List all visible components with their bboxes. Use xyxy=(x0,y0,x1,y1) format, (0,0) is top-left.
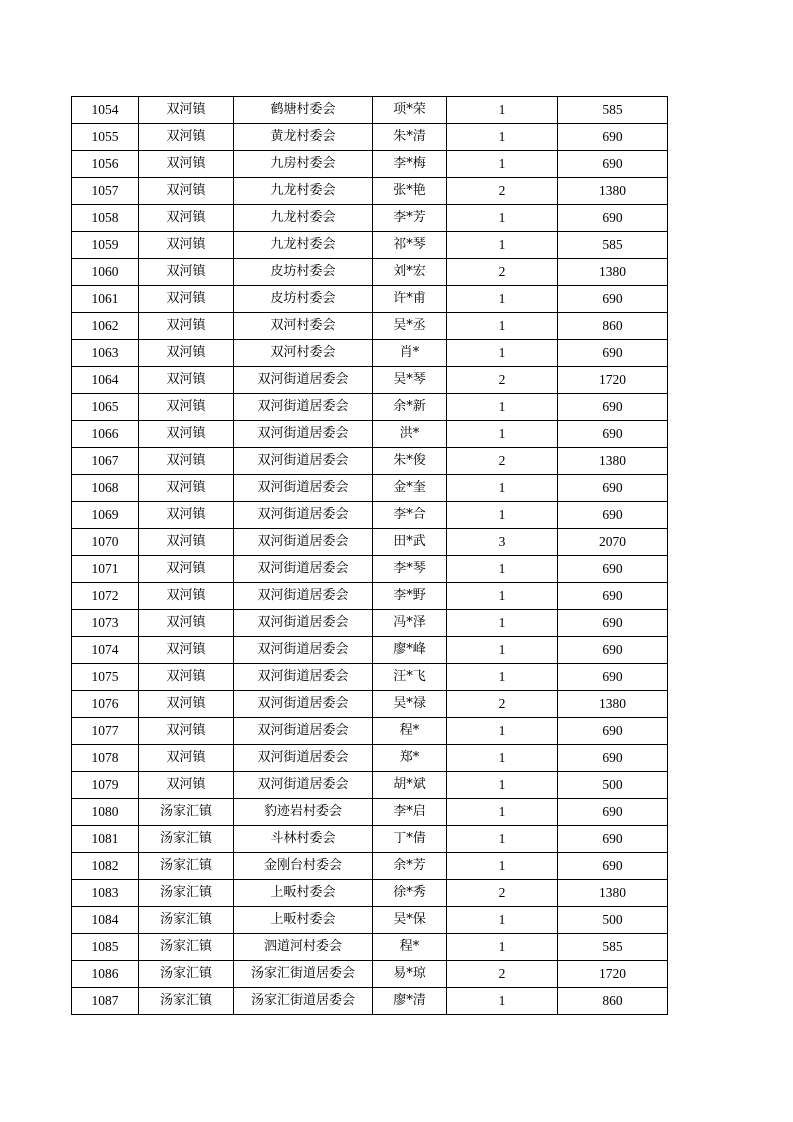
town-cell: 双河镇 xyxy=(139,313,234,340)
row-number-cell: 1062 xyxy=(72,313,139,340)
row-number-cell: 1072 xyxy=(72,583,139,610)
committee-cell: 豹迹岩村委会 xyxy=(234,799,373,826)
amount-cell: 690 xyxy=(558,205,668,232)
row-number-cell: 1074 xyxy=(72,637,139,664)
row-number-cell: 1060 xyxy=(72,259,139,286)
amount-cell: 500 xyxy=(558,772,668,799)
table-row xyxy=(72,178,668,205)
amount-cell: 860 xyxy=(558,313,668,340)
household-count-cell: 2 xyxy=(447,961,558,988)
amount-cell: 1720 xyxy=(558,367,668,394)
amount-cell: 690 xyxy=(558,583,668,610)
committee-cell: 双河街道居委会 xyxy=(234,367,373,394)
person-name-cell: 李*野 xyxy=(373,583,447,610)
row-number-cell: 1070 xyxy=(72,529,139,556)
table-row xyxy=(72,907,668,934)
amount-cell: 690 xyxy=(558,718,668,745)
committee-cell: 双河村委会 xyxy=(234,313,373,340)
row-number-cell: 1065 xyxy=(72,394,139,421)
household-count-cell: 1 xyxy=(447,583,558,610)
table-row xyxy=(72,205,668,232)
amount-cell: 690 xyxy=(558,124,668,151)
person-name-cell: 朱*俊 xyxy=(373,448,447,475)
row-number-cell: 1063 xyxy=(72,340,139,367)
person-name-cell: 洪* xyxy=(373,421,447,448)
household-count-cell: 1 xyxy=(447,799,558,826)
person-name-cell: 李*梅 xyxy=(373,151,447,178)
household-count-cell: 1 xyxy=(447,502,558,529)
table-row xyxy=(72,340,668,367)
person-name-cell: 冯*泽 xyxy=(373,610,447,637)
town-cell: 双河镇 xyxy=(139,610,234,637)
town-cell: 双河镇 xyxy=(139,718,234,745)
household-count-cell: 1 xyxy=(447,421,558,448)
household-count-cell: 3 xyxy=(447,529,558,556)
amount-cell: 585 xyxy=(558,934,668,961)
person-name-cell: 李*琴 xyxy=(373,556,447,583)
row-number-cell: 1059 xyxy=(72,232,139,259)
committee-cell: 汤家汇街道居委会 xyxy=(234,988,373,1015)
town-cell: 汤家汇镇 xyxy=(139,853,234,880)
town-cell: 汤家汇镇 xyxy=(139,799,234,826)
household-count-cell: 1 xyxy=(447,934,558,961)
household-count-cell: 1 xyxy=(447,718,558,745)
amount-cell: 2070 xyxy=(558,529,668,556)
row-number-cell: 1084 xyxy=(72,907,139,934)
committee-cell: 九龙村委会 xyxy=(234,205,373,232)
person-name-cell: 廖*清 xyxy=(373,988,447,1015)
table-row xyxy=(72,853,668,880)
row-number-cell: 1086 xyxy=(72,961,139,988)
town-cell: 双河镇 xyxy=(139,394,234,421)
amount-cell: 690 xyxy=(558,151,668,178)
household-count-cell: 1 xyxy=(447,610,558,637)
table-row xyxy=(72,934,668,961)
person-name-cell: 徐*秀 xyxy=(373,880,447,907)
household-count-cell: 2 xyxy=(447,367,558,394)
table-row xyxy=(72,502,668,529)
household-count-cell: 1 xyxy=(447,772,558,799)
row-number-cell: 1078 xyxy=(72,745,139,772)
household-count-cell: 2 xyxy=(447,448,558,475)
town-cell: 双河镇 xyxy=(139,286,234,313)
committee-cell: 双河街道居委会 xyxy=(234,556,373,583)
table-row xyxy=(72,286,668,313)
household-count-cell: 1 xyxy=(447,340,558,367)
amount-cell: 1380 xyxy=(558,259,668,286)
person-name-cell: 余*新 xyxy=(373,394,447,421)
person-name-cell: 张*艳 xyxy=(373,178,447,205)
committee-cell: 双河街道居委会 xyxy=(234,583,373,610)
committee-cell: 双河街道居委会 xyxy=(234,637,373,664)
household-count-cell: 1 xyxy=(447,313,558,340)
household-count-cell: 1 xyxy=(447,475,558,502)
table-row xyxy=(72,124,668,151)
amount-cell: 690 xyxy=(558,394,668,421)
committee-cell: 九龙村委会 xyxy=(234,232,373,259)
table-row xyxy=(72,583,668,610)
committee-cell: 上畈村委会 xyxy=(234,907,373,934)
household-count-cell: 1 xyxy=(447,556,558,583)
amount-cell: 690 xyxy=(558,502,668,529)
person-name-cell: 许*甫 xyxy=(373,286,447,313)
person-name-cell: 郑* xyxy=(373,745,447,772)
household-count-cell: 2 xyxy=(447,691,558,718)
table-row xyxy=(72,421,668,448)
table-row xyxy=(72,880,668,907)
table-row xyxy=(72,556,668,583)
household-count-cell: 1 xyxy=(447,664,558,691)
committee-cell: 双河街道居委会 xyxy=(234,448,373,475)
household-count-cell: 1 xyxy=(447,988,558,1015)
household-count-cell: 1 xyxy=(447,907,558,934)
household-count-cell: 1 xyxy=(447,853,558,880)
table-row xyxy=(72,313,668,340)
household-count-cell: 1 xyxy=(447,151,558,178)
table-row xyxy=(72,745,668,772)
person-name-cell: 李*启 xyxy=(373,799,447,826)
table-row xyxy=(72,961,668,988)
table-row xyxy=(72,448,668,475)
person-name-cell: 吴*禄 xyxy=(373,691,447,718)
row-number-cell: 1068 xyxy=(72,475,139,502)
amount-cell: 690 xyxy=(558,799,668,826)
person-name-cell: 朱*清 xyxy=(373,124,447,151)
town-cell: 双河镇 xyxy=(139,259,234,286)
amount-cell: 690 xyxy=(558,664,668,691)
person-name-cell: 程* xyxy=(373,934,447,961)
table-row xyxy=(72,988,668,1015)
town-cell: 双河镇 xyxy=(139,421,234,448)
table-row xyxy=(72,367,668,394)
committee-cell: 汤家汇街道居委会 xyxy=(234,961,373,988)
table-row xyxy=(72,394,668,421)
committee-cell: 双河街道居委会 xyxy=(234,421,373,448)
row-number-cell: 1067 xyxy=(72,448,139,475)
amount-cell: 1380 xyxy=(558,691,668,718)
amount-cell: 1380 xyxy=(558,178,668,205)
person-name-cell: 汪*飞 xyxy=(373,664,447,691)
committee-cell: 双河村委会 xyxy=(234,340,373,367)
town-cell: 双河镇 xyxy=(139,583,234,610)
person-name-cell: 胡*斌 xyxy=(373,772,447,799)
town-cell: 双河镇 xyxy=(139,664,234,691)
row-number-cell: 1080 xyxy=(72,799,139,826)
table-row xyxy=(72,259,668,286)
town-cell: 双河镇 xyxy=(139,637,234,664)
town-cell: 双河镇 xyxy=(139,502,234,529)
table-row xyxy=(72,637,668,664)
town-cell: 双河镇 xyxy=(139,556,234,583)
row-number-cell: 1057 xyxy=(72,178,139,205)
person-name-cell: 肖* xyxy=(373,340,447,367)
town-cell: 汤家汇镇 xyxy=(139,934,234,961)
town-cell: 汤家汇镇 xyxy=(139,961,234,988)
committee-cell: 黄龙村委会 xyxy=(234,124,373,151)
town-cell: 双河镇 xyxy=(139,97,234,124)
town-cell: 汤家汇镇 xyxy=(139,826,234,853)
household-count-cell: 1 xyxy=(447,826,558,853)
row-number-cell: 1058 xyxy=(72,205,139,232)
town-cell: 双河镇 xyxy=(139,178,234,205)
committee-cell: 双河街道居委会 xyxy=(234,529,373,556)
table-row xyxy=(72,691,668,718)
person-name-cell: 吴*丞 xyxy=(373,313,447,340)
amount-cell: 1720 xyxy=(558,961,668,988)
town-cell: 双河镇 xyxy=(139,340,234,367)
row-number-cell: 1085 xyxy=(72,934,139,961)
committee-cell: 双河街道居委会 xyxy=(234,772,373,799)
amount-cell: 585 xyxy=(558,232,668,259)
table-row xyxy=(72,475,668,502)
row-number-cell: 1083 xyxy=(72,880,139,907)
committee-cell: 鹤塘村委会 xyxy=(234,97,373,124)
person-name-cell: 程* xyxy=(373,718,447,745)
row-number-cell: 1079 xyxy=(72,772,139,799)
town-cell: 双河镇 xyxy=(139,151,234,178)
row-number-cell: 1066 xyxy=(72,421,139,448)
household-count-cell: 1 xyxy=(447,394,558,421)
town-cell: 双河镇 xyxy=(139,772,234,799)
person-name-cell: 刘*宏 xyxy=(373,259,447,286)
amount-cell: 690 xyxy=(558,826,668,853)
person-name-cell: 金*奎 xyxy=(373,475,447,502)
table-row xyxy=(72,664,668,691)
row-number-cell: 1087 xyxy=(72,988,139,1015)
person-name-cell: 吴*琴 xyxy=(373,367,447,394)
town-cell: 双河镇 xyxy=(139,367,234,394)
amount-cell: 690 xyxy=(558,610,668,637)
person-name-cell: 田*武 xyxy=(373,529,447,556)
household-count-cell: 1 xyxy=(447,637,558,664)
amount-cell: 500 xyxy=(558,907,668,934)
table-row xyxy=(72,151,668,178)
committee-cell: 九龙村委会 xyxy=(234,178,373,205)
row-number-cell: 1055 xyxy=(72,124,139,151)
town-cell: 双河镇 xyxy=(139,745,234,772)
person-name-cell: 李*芳 xyxy=(373,205,447,232)
person-name-cell: 祁*琴 xyxy=(373,232,447,259)
person-name-cell: 廖*峰 xyxy=(373,637,447,664)
amount-cell: 690 xyxy=(558,475,668,502)
household-count-cell: 1 xyxy=(447,232,558,259)
row-number-cell: 1069 xyxy=(72,502,139,529)
amount-cell: 690 xyxy=(558,340,668,367)
committee-cell: 双河街道居委会 xyxy=(234,718,373,745)
table-row xyxy=(72,610,668,637)
household-count-cell: 1 xyxy=(447,286,558,313)
committee-cell: 双河街道居委会 xyxy=(234,502,373,529)
row-number-cell: 1064 xyxy=(72,367,139,394)
person-name-cell: 余*芳 xyxy=(373,853,447,880)
household-count-cell: 1 xyxy=(447,97,558,124)
table-row xyxy=(72,772,668,799)
row-number-cell: 1071 xyxy=(72,556,139,583)
town-cell: 双河镇 xyxy=(139,529,234,556)
amount-cell: 690 xyxy=(558,853,668,880)
amount-cell: 585 xyxy=(558,97,668,124)
amount-cell: 1380 xyxy=(558,880,668,907)
committee-cell: 双河街道居委会 xyxy=(234,745,373,772)
person-name-cell: 吴*保 xyxy=(373,907,447,934)
town-cell: 双河镇 xyxy=(139,205,234,232)
household-count-cell: 2 xyxy=(447,178,558,205)
amount-cell: 690 xyxy=(558,745,668,772)
row-number-cell: 1077 xyxy=(72,718,139,745)
row-number-cell: 1082 xyxy=(72,853,139,880)
town-cell: 汤家汇镇 xyxy=(139,880,234,907)
amount-cell: 1380 xyxy=(558,448,668,475)
town-cell: 汤家汇镇 xyxy=(139,907,234,934)
town-cell: 汤家汇镇 xyxy=(139,988,234,1015)
household-count-cell: 1 xyxy=(447,745,558,772)
amount-cell: 690 xyxy=(558,637,668,664)
table-row xyxy=(72,826,668,853)
table-row xyxy=(72,97,668,124)
row-number-cell: 1054 xyxy=(72,97,139,124)
committee-cell: 双河街道居委会 xyxy=(234,610,373,637)
committee-cell: 双河街道居委会 xyxy=(234,475,373,502)
row-number-cell: 1075 xyxy=(72,664,139,691)
town-cell: 双河镇 xyxy=(139,691,234,718)
table-row xyxy=(72,529,668,556)
amount-cell: 690 xyxy=(558,421,668,448)
row-number-cell: 1056 xyxy=(72,151,139,178)
row-number-cell: 1076 xyxy=(72,691,139,718)
town-cell: 双河镇 xyxy=(139,448,234,475)
row-number-cell: 1073 xyxy=(72,610,139,637)
table-row xyxy=(72,232,668,259)
committee-cell: 上畈村委会 xyxy=(234,880,373,907)
committee-cell: 双河街道居委会 xyxy=(234,691,373,718)
household-count-cell: 1 xyxy=(447,205,558,232)
household-count-cell: 1 xyxy=(447,124,558,151)
committee-cell: 双河街道居委会 xyxy=(234,394,373,421)
committee-cell: 双河街道居委会 xyxy=(234,664,373,691)
committee-cell: 皮坊村委会 xyxy=(234,286,373,313)
committee-cell: 九房村委会 xyxy=(234,151,373,178)
row-number-cell: 1061 xyxy=(72,286,139,313)
household-count-cell: 2 xyxy=(447,880,558,907)
town-cell: 双河镇 xyxy=(139,475,234,502)
roster-table xyxy=(71,96,668,1015)
committee-cell: 皮坊村委会 xyxy=(234,259,373,286)
household-count-cell: 2 xyxy=(447,259,558,286)
town-cell: 双河镇 xyxy=(139,232,234,259)
table-row xyxy=(72,718,668,745)
roster-table-body xyxy=(72,97,668,1015)
town-cell: 双河镇 xyxy=(139,124,234,151)
person-name-cell: 易*琼 xyxy=(373,961,447,988)
row-number-cell: 1081 xyxy=(72,826,139,853)
amount-cell: 690 xyxy=(558,556,668,583)
person-name-cell: 李*合 xyxy=(373,502,447,529)
table-row xyxy=(72,799,668,826)
committee-cell: 金刚台村委会 xyxy=(234,853,373,880)
person-name-cell: 项*荣 xyxy=(373,97,447,124)
person-name-cell: 丁*倩 xyxy=(373,826,447,853)
committee-cell: 斗林村委会 xyxy=(234,826,373,853)
committee-cell: 泗道河村委会 xyxy=(234,934,373,961)
amount-cell: 860 xyxy=(558,988,668,1015)
amount-cell: 690 xyxy=(558,286,668,313)
